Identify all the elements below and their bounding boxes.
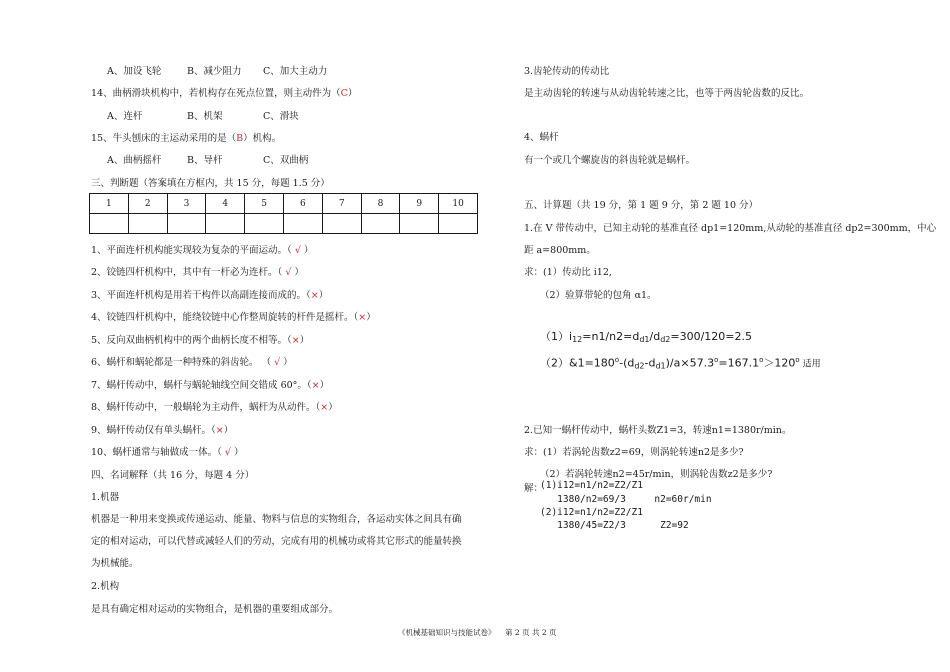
term-4-title: 4、蜗杆 — [524, 132, 559, 143]
calc-2-ask-2: （2）若涡轮转速n2=45r/min，则涡轮齿数z2是多少? — [540, 469, 773, 480]
judgment-text: 5、反向双曲柄机构中的两个曲柄长度不相等。（ — [91, 335, 292, 346]
judgment-close: ） — [303, 245, 314, 256]
answer-grid-header: 2 — [128, 194, 167, 214]
judgment-5 — [91, 335, 309, 347]
sol-1-d2: d — [653, 330, 661, 343]
calc-1-solution-2 — [540, 354, 821, 373]
judgment-text: 6、蜗杆和蜗轮都是一种特殊的斜齿轮。 （ — [91, 357, 272, 368]
sol-2-c: -d — [644, 356, 656, 370]
solution-line-1: (1)i12=n1/n2=Z2/Z1 — [540, 480, 643, 491]
answer-grid-header: 8 — [361, 194, 400, 214]
q14-option-c: C、滑块 — [263, 111, 299, 122]
sol-2-deg-4: o — [795, 356, 800, 364]
calc-1-line-1: 1.在 V 带传动中，已知主动轮的基准直径 dp1=120mm,从动轮的基准直径 dp2=300mm，中心 — [524, 223, 937, 234]
sol-2-g: ＞120 — [763, 356, 796, 370]
solution-line-4: 1380/45=Z2/3 Z2=92 — [540, 520, 689, 531]
sol-2-deg-2: o — [714, 356, 719, 364]
judgment-close: ） — [294, 267, 304, 278]
judgment-close: ） — [318, 290, 329, 301]
term-2-line: 是具有确定相对运动的实物组合，是机器的重要组成部分。 — [91, 604, 339, 615]
q15-option-b: B、导杆 — [187, 155, 223, 166]
sol-2-d1-sub: d1 — [655, 361, 666, 371]
judgment-text: 9、蜗杆传动仅有单头蜗杆。（ — [91, 425, 216, 436]
question-15 — [91, 133, 281, 145]
judgment-mark: √ — [221, 447, 234, 458]
sol-1-d1-sub: d1 — [639, 335, 650, 344]
judgment-mark: × — [320, 402, 329, 413]
question-14-close: ） — [347, 88, 358, 99]
judgment-mark: √ — [271, 357, 284, 368]
judgment-3 — [91, 290, 328, 302]
answer-grid-header: 3 — [167, 194, 206, 214]
judgment-close: ） — [299, 335, 310, 346]
judgment-2 — [91, 267, 304, 279]
term-1-line-2: 定的相对运动，可以代替或减轻人们的劳动，完成有用的机械功或将其它形式的能量转换 — [91, 536, 462, 547]
calc-1-solution-1 — [540, 331, 752, 346]
answer-cell — [245, 214, 284, 234]
answer-cell — [283, 214, 322, 234]
answer-grid-answer-row — [90, 214, 478, 234]
judgment-mark: × — [291, 335, 300, 346]
section-5-title: 五、计算题（共 19 分，第 1 题 9 分，第 2 题 10 分） — [524, 200, 759, 211]
term-1-title: 1.机器 — [91, 492, 120, 503]
question-15-text: 15、牛头刨床的主运动采用的是（ — [91, 133, 237, 144]
judgment-close: ） — [223, 425, 234, 436]
sol-2-tail: 适用 — [799, 359, 821, 370]
judgment-6 — [91, 357, 293, 369]
sol-1-mid: =n1/n2= — [582, 330, 633, 343]
judgment-close: ） — [233, 447, 244, 458]
sol-2-deg-1: o — [614, 356, 620, 364]
q13-option-c: C、加大主动力 — [263, 66, 328, 77]
solution-line-3: (2)i12=n1/n2=Z2/Z1 — [540, 507, 643, 518]
judgment-close: ） — [319, 380, 330, 391]
judgment-close: ） — [328, 402, 338, 413]
answer-grid-header: 6 — [283, 194, 322, 214]
judgment-text: 1、平面连杆机构能实现较为复杂的平面运动。（ — [91, 245, 292, 256]
term-3-line: 是主动齿轮的转速与从动齿轮转速之比，也等于两齿轮齿数的反比。 — [524, 88, 810, 99]
calc-1-line-2: 距 a=800mm。 — [524, 245, 596, 256]
answer-grid-header: 9 — [400, 194, 439, 214]
judgment-mark: × — [310, 290, 319, 301]
judgment-mark: √ — [282, 267, 295, 278]
judgment-mark: × — [311, 380, 320, 391]
answer-cell — [361, 214, 400, 234]
sol-1-i-sub: 12 — [572, 335, 583, 344]
judgment-9 — [91, 425, 233, 437]
sol-1-d2-sub: d2 — [660, 335, 671, 344]
q13-option-a: A、加设飞轮 — [107, 66, 162, 77]
answer-grid-header-row — [90, 194, 478, 214]
answer-grid-header: 7 — [322, 194, 361, 214]
judgment-mark: × — [215, 425, 224, 436]
answer-cell — [439, 214, 478, 234]
sol-2-f: =167.1 — [718, 356, 760, 370]
term-4-line: 有一个或几个螺旋齿的斜齿轮就是蜗杆。 — [524, 155, 696, 166]
judgment-close: ） — [366, 312, 376, 323]
calc-2-line-1: 2.已知一蜗杆传动中，蜗杆头数Z1=3，转速n1=1380r/min。 — [524, 425, 792, 436]
q15-option-a: A、曲柄摇杆 — [107, 155, 162, 166]
q14-option-a: A、连杆 — [107, 111, 143, 122]
judgment-text: 7、蜗杆传动中，蜗杆与蜗轮轴线空间交错成 60°。（ — [91, 380, 312, 391]
sol-2-b: -(d — [619, 356, 635, 370]
sol-2-a: &1=180 — [569, 356, 615, 370]
q13-option-b: B、减少阻力 — [187, 66, 242, 77]
answer-grid — [89, 193, 478, 234]
sol-2-e: ×57.3 — [680, 356, 715, 370]
question-14-text: 14、曲柄滑块机构中，若机构存在死点位置，则主动件为（ — [91, 88, 341, 99]
sol-2-d2-sub: d2 — [634, 361, 645, 371]
sol-2-prefix: （2） — [540, 356, 569, 370]
answer-cell — [90, 214, 129, 234]
term-3-title: 3.齿轮传动的传动比 — [524, 66, 610, 77]
question-14-answer: C — [340, 88, 348, 99]
judgment-close: ） — [283, 357, 293, 368]
judgment-7 — [91, 380, 329, 392]
calc-1-ask-2: （2）验算带轮的包角 α1。 — [540, 290, 657, 301]
judgment-1 — [91, 245, 313, 257]
sol-2-d: )/a — [665, 356, 681, 370]
q15-option-c: C、双曲柄 — [263, 155, 309, 166]
sol-1-result: =300/120=2.5 — [670, 330, 752, 343]
answer-cell — [206, 214, 245, 234]
answer-grid-header: 4 — [206, 194, 245, 214]
section-4-title: 四、名词解释（共 16 分，每题 4 分） — [91, 470, 255, 481]
sol-1-prefix: （1） — [540, 330, 569, 343]
term-2-title: 2.机构 — [91, 581, 120, 592]
judgment-text: 10、蜗杆通常与轴做成一体。（ — [91, 447, 222, 458]
answer-cell — [400, 214, 439, 234]
solution-label: 解： — [524, 483, 544, 494]
q14-option-b: B、机架 — [187, 111, 223, 122]
judgment-text: 4、铰链四杆机构中，能绕铰链中心作整周旋转的杆件是摇杆。（ — [91, 312, 359, 323]
section-3-title: 三、判断题（答案填在方框内，共 15 分，每题 1.5 分） — [91, 178, 330, 189]
term-1-line-1: 机器是一种用来变换或传递运动、能量、物料与信息的实物组合，各运动实体之间具有确 — [91, 514, 462, 525]
sol-1-slash: / — [649, 330, 654, 343]
judgment-mark: × — [358, 312, 367, 323]
solution-line-2: 1380/n2=69/3 n2=60r/min — [540, 494, 712, 505]
judgment-4 — [91, 312, 376, 324]
judgment-8 — [91, 402, 338, 414]
answer-cell — [128, 214, 167, 234]
answer-cell — [167, 214, 206, 234]
answer-grid-header: 10 — [439, 194, 478, 214]
answer-grid-header: 1 — [90, 194, 129, 214]
judgment-text: 2、铰链四杆机构中，其中有一杆必为连杆。（ — [91, 267, 283, 278]
term-1-line-3: 为机械能。 — [91, 558, 139, 569]
answer-grid-header: 5 — [245, 194, 284, 214]
sol-1-d1: d — [632, 330, 640, 343]
page-footer: 《机械基础知识与技能试卷》 第 2 页 共 2 页 — [398, 628, 557, 637]
calc-2-ask-1: 求：(1）若涡轮齿数z2=69，则涡轮转速n2是多少? — [524, 447, 744, 458]
sol-1-i: i — [569, 330, 573, 343]
judgment-mark: √ — [291, 245, 304, 256]
calc-1-ask-1: 求：(1）传动比 i12, — [524, 267, 612, 278]
sol-2-deg-3: o — [759, 356, 764, 364]
judgment-10 — [91, 447, 243, 459]
question-14 — [91, 88, 357, 100]
question-15-close: ）机构。 — [243, 133, 282, 144]
judgment-text: 8、蜗杆传动中，一般蜗轮为主动件，蜗杆为从动件。（ — [91, 402, 321, 413]
question-15-answer: B — [236, 133, 244, 144]
judgment-text: 3、平面连杆机构是用若干构件以高副连接而成的。（ — [91, 290, 311, 301]
answer-cell — [322, 214, 361, 234]
